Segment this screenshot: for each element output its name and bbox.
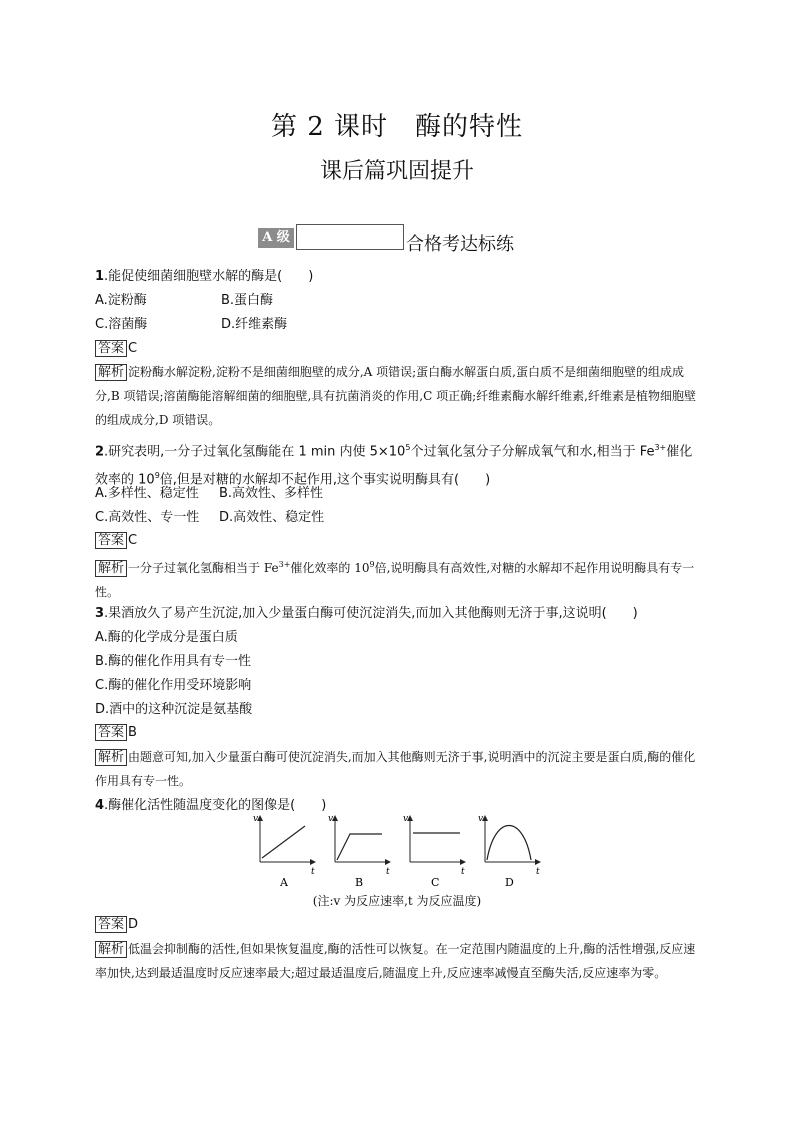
answer-value: C [128,341,138,356]
graph-b [328,814,390,889]
question-text-part: 个过氧化氢分子分解成氧气和水,相当于 Fe [410,444,655,460]
curve-d [487,826,531,861]
analysis-text: 淀粉酶水解淀粉,淀粉不是细菌细胞壁的成分,A 项错误;蛋白酶水解蛋白质,蛋白质不是细菌细胞壁的组成成分,B 项错误;溶菌酶能溶解细菌的细胞壁,具有抗菌消炎的作用,C 项正确;纤维素酶水解纤维素,纤维素是植物细胞壁的组成成分,D 项错误。 [95,365,696,427]
option-d: D.酒中的这种沉淀是氨基酸 [95,702,253,717]
graph-label: B [355,876,364,889]
question-text-part: 催化效率的 10 [95,444,693,488]
question-number: 2 [95,444,105,460]
temperature-graphs [255,812,545,892]
question-1-answer [95,340,137,358]
question-2-answer [95,532,137,550]
option-c: C.酶的催化作用受环境影响 [95,678,252,693]
level-badge: A 级 [258,228,294,248]
question-text: .果酒放久了易产生沉淀,加入少量蛋白酶可使沉淀消失,而加入其他酶则无济于事,这说明( ) [104,606,638,621]
analysis-text: 低温会抑制酶的活性,但如果恢复温度,酶的活性可以恢复。在一定范围内随温度的上升,酶的活性增强,反应速率加快,达到最适温度时反应速率最大;超过最适温度后,随温度上升,反应速率减慢直至酶失活,反应速率为零。 [95,942,696,980]
analysis-label: 解析 [95,749,127,766]
question-number: 3 [95,606,105,621]
answer-label: 答案 [95,724,127,741]
question-3-stem [95,605,638,623]
graph-label: C [431,876,440,889]
question-number: 4 [95,798,105,813]
level-box [296,224,404,250]
graph-c [403,814,465,889]
option-c: C.高效性、专一性 [95,510,200,525]
option-b: B.酶的催化作用具有专一性 [95,654,252,669]
superscript: 3+ [278,560,291,569]
page-title: 第 2 课时 酶的特性 [270,112,524,142]
question-3-analysis [95,745,699,793]
analysis-text: 由题意可知,加入少量蛋白酶可使沉淀消失,而加入其他酶则无济于事,说明酒中的沉淀主要是蛋白质,酶的催化作用具有专一性。 [95,750,696,788]
question-2-options-row2 [95,509,324,527]
option-b: B.蛋白酶 [221,293,274,308]
curve-a [262,826,305,858]
axis-x-label: t [311,867,315,877]
answer-label: 答案 [95,532,127,549]
superscript: 9 [154,471,160,481]
axis-y-label: v [328,814,334,824]
axis-x-label: t [386,867,390,877]
answer-value: D [128,917,139,932]
page-subtitle: 课后篇巩固提升 [319,159,474,184]
answer-value: B [128,725,137,740]
graph-note: (注:v 为反应速率,t 为反应温度) [312,894,482,908]
answer-label: 答案 [95,916,127,933]
option-b: B.高效性、多样性 [219,486,324,501]
superscript: 3+ [654,443,667,452]
level-text: 合格考达标练 [406,234,514,255]
question-text: .能促使细菌细胞壁水解的酶是( ) [104,269,314,284]
axis-x-label: t [461,867,465,877]
question-4-analysis [95,937,699,985]
question-1-stem [95,268,313,286]
curve-b [337,834,382,860]
graph-label: A [280,876,288,889]
analysis-text-part: 催化效率的 10 [290,561,370,575]
option-d: D.高效性、稳定性 [219,510,325,525]
answer-label: 答案 [95,340,127,357]
option-d: D.纤维素酶 [221,317,288,332]
graph-d [478,814,540,889]
question-3-answer [95,724,137,742]
axis-y-label: v [253,814,259,824]
graphs-svg [255,812,545,892]
option-c: C.溶菌酶 [95,317,148,332]
graph-a [253,814,315,889]
analysis-label: 解析 [95,364,127,381]
graph-label: D [505,876,514,889]
question-4-answer [95,916,138,934]
question-1-analysis [95,360,699,432]
option-a: A.酶的化学成分是蛋白质 [95,630,238,645]
option-a: A.多样性、稳定性 [95,486,199,501]
analysis-label: 解析 [95,560,127,577]
superscript: 5 [405,443,411,452]
question-2-analysis [95,553,699,604]
analysis-label: 解析 [95,941,127,958]
analysis-text-part: 倍,说明酶具有高效性,对糖的水解却不起作用说明酶具有专一性。 [95,561,695,599]
question-1-options-row2 [95,316,287,334]
axis-y-label: v [403,814,409,824]
superscript: 9 [369,560,375,569]
question-1-options-row1 [95,292,273,310]
axis-y-label: v [478,814,484,824]
analysis-text-part: 一分子过氧化氢酶相当于 Fe [128,561,279,575]
question-text-part: 倍,但是对糖的水解却不起作用,这个事实说明酶具有( ) [159,472,491,488]
question-2-options-row1 [95,485,323,503]
question-text-part: .研究表明,一分子过氧化氢酶能在 1 min 内使 5×10 [104,444,406,460]
option-a: A.淀粉酶 [95,293,147,308]
axis-x-label: t [536,867,540,877]
answer-value: C [128,533,138,548]
question-number: 1 [95,269,105,284]
question-text: .酶催化活性随温度变化的图像是( ) [104,798,327,813]
